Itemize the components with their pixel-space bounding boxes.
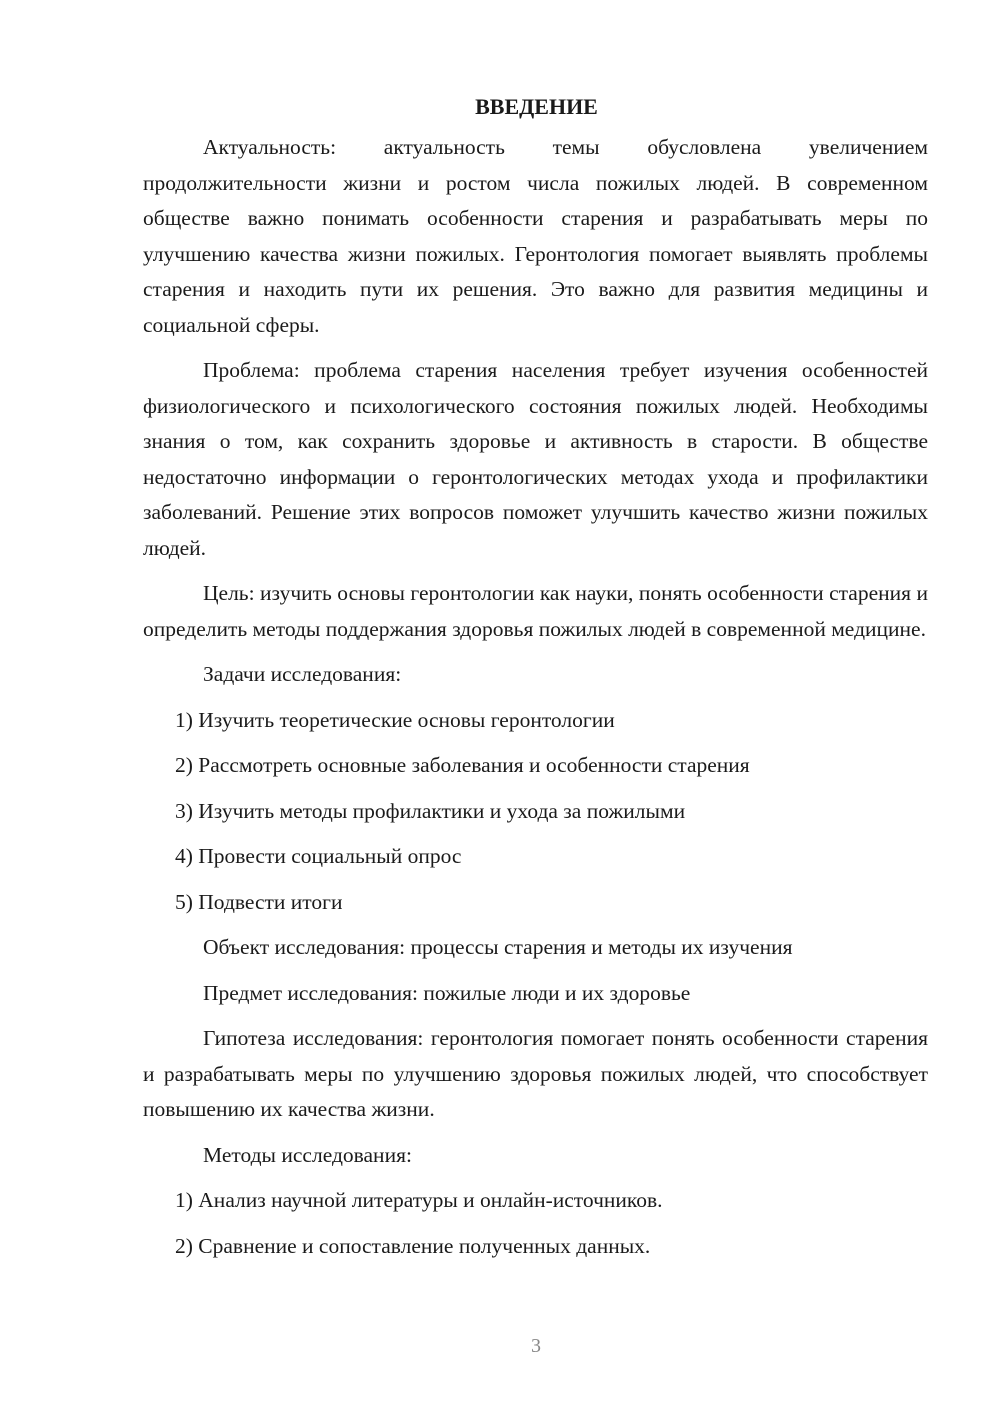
tasks-title: Задачи исследования: [203, 662, 402, 686]
page-number: 3 [531, 1335, 541, 1357]
list-item: 2) Рассмотреть основные заболевания и особенности старения [175, 753, 750, 777]
problem-paragraph: Проблема: проблема старения населения требует изучения особенностей физиологического и психологического состояния пожилых людей. Необходимы знания о том, как сохранить здоровье и активность в старости. В обществе недостаточно информации о геронтологических методах ухода и профилактики заболеваний. Решение этих вопросов поможет улучшить качество жизни пожилых людей. [143, 358, 928, 560]
list-item: 1) Изучить теоретические основы геронтологии [175, 707, 615, 732]
hypothesis-paragraph: Гипотеза исследования: геронтология помогает понять особенности старения и разрабатывать меры по улучшению здоровья пожилых людей, что способствует повышению их качества жизни. [143, 1026, 928, 1121]
list-item: 1) Анализ научной литературы и онлайн-источников. [175, 1188, 663, 1212]
methods-title: Методы исследования: [203, 1142, 412, 1167]
relevance-paragraph: Актуальность: актуальность темы обусловлена увеличением продолжительности жизни и ростом числа пожилых людей. В современном обществе важно понимать особенности старения и разрабатывать меры по улучшению качества жизни пожилых. Геронтология помогает выявлять проблемы старения и находить пути их решения. Это важно для развития медицины и социальной сферы. [143, 135, 928, 337]
section-heading: ВВЕДЕНИЕ [475, 94, 598, 119]
list-item: 3) Изучить методы профилактики и ухода за пожилыми [175, 798, 686, 823]
tasks-list [143, 703, 928, 921]
subject-line: Предмет исследования: пожилые люди и их здоровье [203, 980, 691, 1005]
list-item: 4) Провести социальный опрос [175, 844, 462, 868]
object-line: Объект исследования: процессы старения и методы их изучения [203, 935, 793, 959]
list-item: 5) Подвести итоги [175, 889, 343, 914]
goal-paragraph: Цель: изучить основы геронтологии как науки, понять особенности старения и определить методы поддержания здоровья пожилых людей в современной медицине. [143, 581, 928, 641]
list-item: 2) Сравнение и сопоставление полученных данных. [175, 1233, 651, 1258]
page-content [143, 92, 928, 1274]
methods-list [143, 1183, 928, 1264]
